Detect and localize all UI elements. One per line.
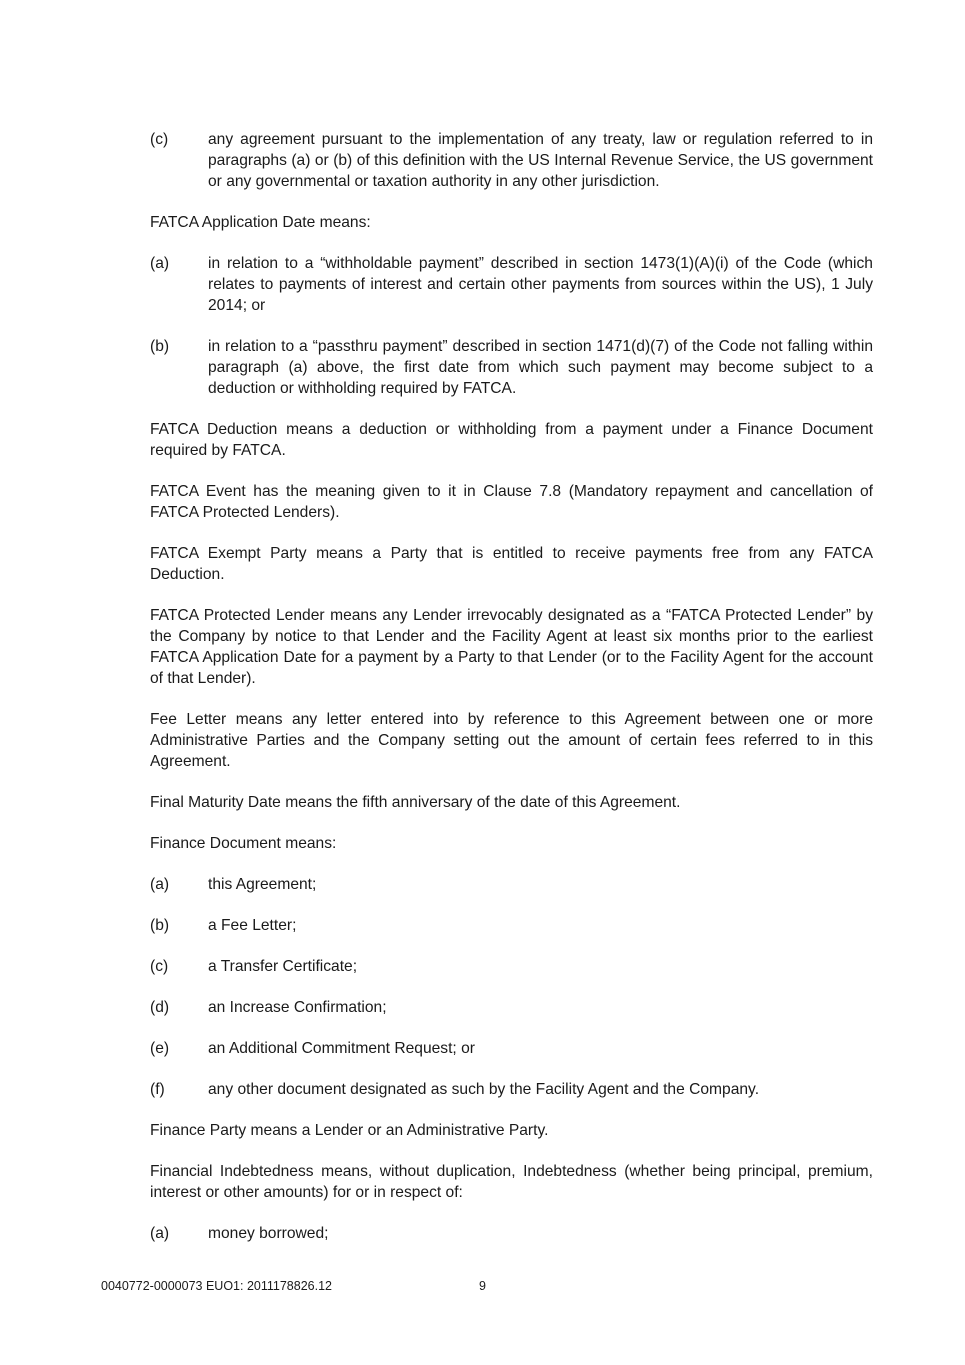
definition-paragraph: [150, 709, 873, 772]
list-item-text: a Fee Letter;: [208, 917, 297, 934]
defined-term: FATCA Deduction: [150, 421, 278, 438]
list-item-label: (a): [150, 876, 170, 893]
list-item: [150, 129, 873, 192]
list-item-text: this Agreement;: [208, 876, 317, 893]
list-item: [150, 956, 873, 977]
list-item-label: (b): [150, 338, 170, 355]
list-item: [150, 336, 873, 399]
list-item: [150, 874, 873, 895]
defined-term: FATCA Application Date: [150, 214, 316, 231]
list-item: [150, 253, 873, 316]
list-item-label: (a): [150, 255, 170, 272]
list-item-text: in relation to a “withholdable payment” described in section 1473(1)(A)(i) of the Code (which relates to payments of interest and certain other payments from sources within the US), 1 July 2014; or: [208, 255, 873, 314]
list-item: [150, 997, 873, 1018]
list-item-text: an Additional Commitment Request; or: [208, 1040, 475, 1057]
definition-text: means the fifth anniversary of the date of this Agreement.: [280, 794, 681, 811]
definition-paragraph: [150, 212, 873, 233]
definition-text: means, without duplication, Indebtedness (whether being principal, premium, interest or other amounts) for or in respect of:: [150, 1163, 873, 1201]
definition-paragraph: [150, 792, 873, 813]
defined-term: FATCA Event: [150, 483, 246, 500]
list-item-label: (d): [150, 999, 170, 1016]
defined-term: Fee Letter: [150, 711, 227, 728]
definition-paragraph: [150, 605, 873, 689]
defined-term: Final Maturity Date: [150, 794, 281, 811]
definition-paragraph: [150, 481, 873, 523]
list-item-label: (f): [150, 1081, 165, 1098]
definition-paragraph: [150, 419, 873, 461]
definition-paragraph: [150, 1120, 873, 1141]
defined-term: Finance Document: [150, 835, 281, 852]
list-item-text: in relation to a “passthru payment” described in section 1471(d)(7) of the Code not falling within paragraph (a) above, the first date from which such payment may become subject to a deduction or withholding required by FATCA.: [208, 338, 873, 397]
definition-text: means:: [280, 835, 337, 852]
defined-term: FATCA Exempt Party: [150, 545, 307, 562]
defined-term: Finance Party: [150, 1122, 247, 1139]
defined-term: FATCA Protected Lender: [150, 607, 325, 624]
definition-paragraph: [150, 543, 873, 585]
list-item-label: (b): [150, 917, 170, 934]
list-item-text: a Transfer Certificate;: [208, 958, 358, 975]
definition-text: means a Party that is entitled to receive payments free from any FATCA Deduction.: [150, 545, 873, 583]
list-item: [150, 1079, 873, 1100]
definition-text: has the meaning given to it in Clause 7.8 (Mandatory repayment and cancellation of FATCA Protected Lenders).: [150, 483, 873, 521]
footer-page-number: 9: [479, 1279, 486, 1293]
defined-term: Financial Indebtedness: [150, 1163, 314, 1180]
definition-paragraph: [150, 1161, 873, 1203]
definition-text: means any Lender irrevocably designated as a “FATCA Protected Lender” by the Company by notice to that Lender and the Facility Agent at least six months prior to the earliest FATCA Application Date for a payment by a Party to that Lender (or to the Facility Agent for the account of that Lender).: [150, 607, 874, 687]
list-item-text: money borrowed;: [208, 1225, 329, 1242]
list-item-label: (c): [150, 131, 169, 148]
list-item-label: (c): [150, 958, 169, 975]
document-body: [150, 129, 873, 1264]
definition-text: means:: [315, 214, 371, 231]
list-item-label: (a): [150, 1225, 170, 1242]
list-item-text: an Increase Confirmation;: [208, 999, 387, 1016]
list-item: [150, 915, 873, 936]
footer-document-reference: 0040772-0000073 EUO1: 2011178826.12: [101, 1279, 332, 1293]
list-item-text: any agreement pursuant to the implementation of any treaty, law or regulation referred to in paragraphs (a) or (b) of this definition with the US Internal Revenue Service, the US government or any governmental or taxation authority in any other jurisdiction.: [208, 131, 873, 190]
definition-paragraph: [150, 833, 873, 854]
definition-text: means a deduction or withholding from a payment under a Finance Document required by FATCA.: [150, 421, 873, 459]
definition-text: means a Lender or an Administrative Party.: [246, 1122, 549, 1139]
list-item: [150, 1038, 873, 1059]
list-item-text: any other document designated as such by the Facility Agent and the Company.: [208, 1081, 760, 1098]
list-item-label: (e): [150, 1040, 170, 1057]
definition-text: means any letter entered into by reference to this Agreement between one or more Administrative Parties and the Company setting out the amount of certain fees referred to in this Agreement.: [150, 711, 874, 770]
list-item: [150, 1223, 873, 1244]
